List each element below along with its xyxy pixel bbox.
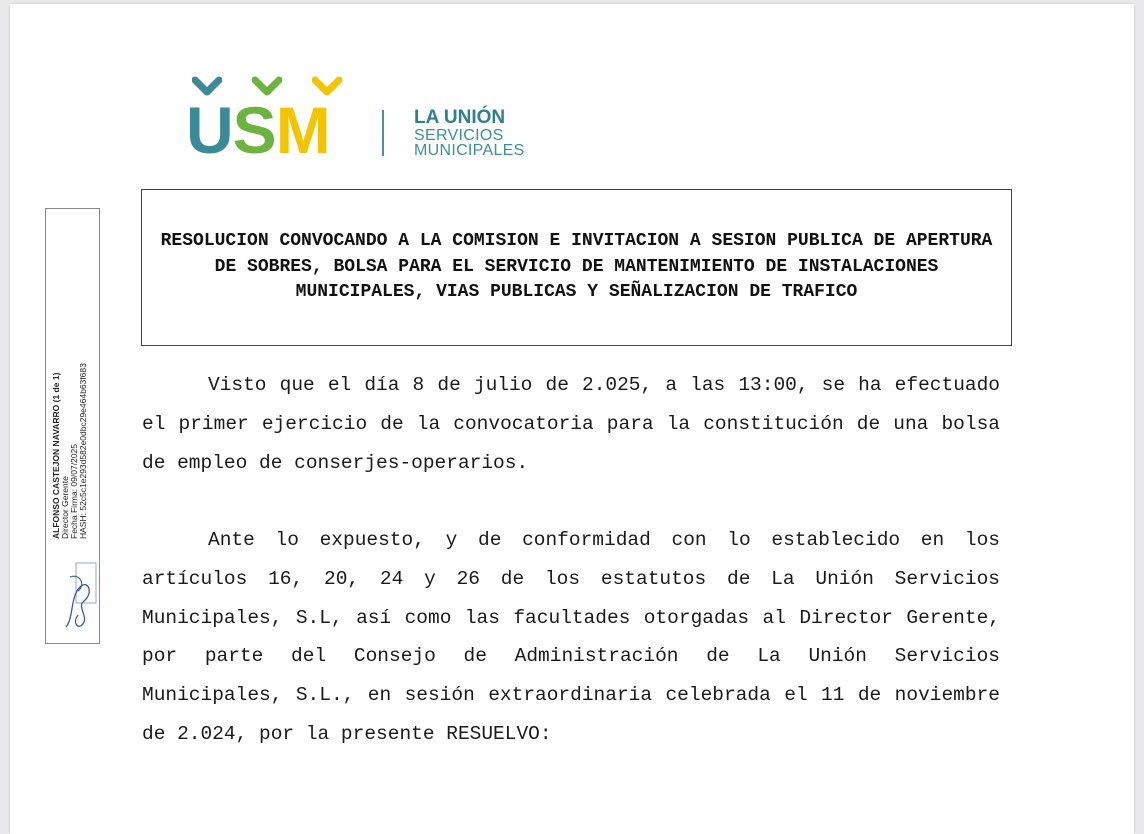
- logo-letter-s: S: [232, 93, 276, 167]
- signature-stamp-text: [52, 219, 88, 539]
- logo-line-1: LA UNIÓN: [414, 107, 506, 128]
- signer-role: Director Gerente: [60, 476, 70, 539]
- signature-hash: HASH: 52c5c1e293d582e0dbc29e464b63f683: [78, 363, 88, 539]
- logo-divider: [382, 110, 384, 156]
- logo-text: [414, 108, 525, 158]
- signer-name: ALFONSO CASTEJON NAVARRO (1 de 1): [51, 372, 61, 539]
- logo-wordmark: [186, 93, 330, 167]
- signature-stamp: [45, 208, 100, 644]
- logo-line-2: SERVICIOS: [414, 127, 504, 144]
- handwritten-signature-icon: [60, 557, 100, 637]
- paragraph-1: Visto que el día 8 de julio de 2.025, a las 13:00, se ha efectuado el primer ejercicio de la convocatoria para la constitución de una bolsa de empleo de conserjes-operarios.: [142, 374, 1000, 474]
- logo-line-3: MUNICIPALES: [414, 142, 525, 159]
- document-page: [10, 4, 1134, 834]
- usm-logo: [186, 76, 566, 167]
- logo-letter-u: U: [186, 93, 233, 167]
- resolution-title-box: [141, 189, 1012, 346]
- resolution-title: RESOLUCION CONVOCANDO A LA COMISION E INVITACION A SESION PUBLICA DE APERTURA DE SOBRES, BOLSA PARA EL SERVICIO DE MANTENIMIENTO DE INSTALACIONES MUNICIPALES, VIAS PUBLICAS Y SEÑALIZACION DE TRAFICO: [160, 231, 993, 303]
- logo-letter-m: M: [275, 93, 330, 167]
- paragraph-2: Ante lo expuesto, y de conformidad con lo establecido en los artículos 16, 20, 24 y 26 de los estatutos de La Unión Servicios Municipales, S.L, así como las facultades otorgadas al Director Gerente, por parte del Consejo de Administración de La Unión Servicios Municipales, S.L., en sesión extraordinaria celebrada el 11 de noviembre de 2.024, por la presente RESUELVO:: [142, 529, 1000, 745]
- signature-date: Fecha Firma: 09/07/2025: [69, 444, 79, 539]
